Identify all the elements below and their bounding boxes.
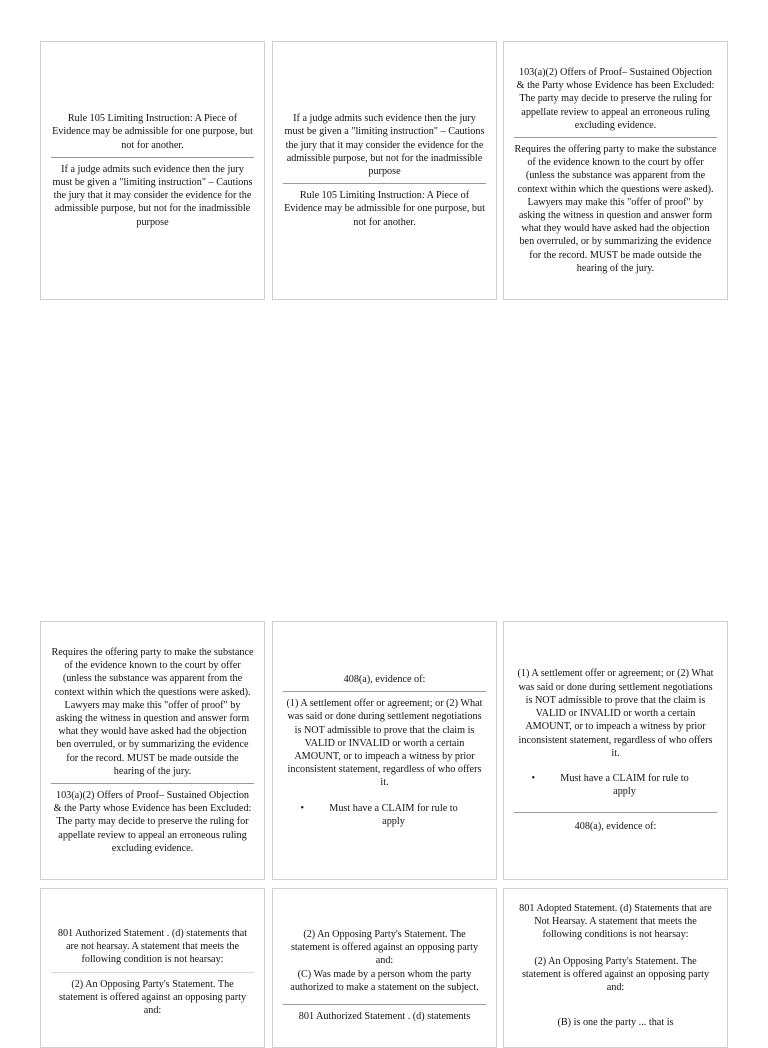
card-text-bottom: 801 Authorized Statement . (d) statements	[298, 1011, 471, 1023]
card-divider	[283, 183, 486, 184]
card-paragraph: (2) An Opposing Party's Statement. The statement is offered against an opposing party and:	[290, 929, 479, 967]
bullet-icon: •	[300, 802, 305, 814]
card-divider	[283, 691, 486, 692]
flashcard-offers-of-proof-front	[503, 41, 728, 300]
card-text-bottom: 408(a), evidence of:	[574, 821, 657, 833]
card-bullet	[514, 772, 717, 798]
bullet-text: Must have a CLAIM for rule to apply	[329, 802, 458, 827]
flashcard-rule105-front	[40, 41, 265, 300]
flashcard-offers-of-proof-back	[40, 621, 265, 880]
card-text-top: 103(a)(2) Offers of Proof– Sustained Objection & the Party whose Evidence has been Excluded: The party may decide to preserve the ruling for appellate review to appeal an erroneous ruling excluding evidence.	[516, 66, 715, 131]
card-text-top: Requires the offering party to make the substance of the evidence known to the court by offer (unless the substance was apparent from the context within which the questions were asked). Lawyers may make this "offer of proof" by asking the witness in question and answer form what they would have asked had the objection ben overruled, or by summarizing the evidence for the record. MUST be made outside the hearing of the jury.	[51, 646, 254, 777]
card-text-bottom: 103(a)(2) Offers of Proof– Sustained Objection & the Party whose Evidence has been Excluded: The party may decide to preserve the ruling for appellate review to appeal an erroneous ruling excluding evidence.	[53, 790, 252, 854]
card-text-top: Rule 105 Limiting Instruction: A Piece of Evidence may be admissible for one purpose, but not for another.	[52, 113, 253, 151]
card-paragraph: (C) Was made by a person whom the party authorized to make a statement on the subject.	[290, 968, 479, 993]
card-paragraph: (1) A settlement offer or agreement; or (2) What was said or done during settlement negotiations is NOT admissible to prove that the claim is VALID or INVALID or worth a certain AMOUNT, or to impeach a witness by prior inconsistent statement, regardless of who offers it.	[517, 668, 714, 759]
flashcard-rule408-front	[272, 621, 497, 880]
card-divider	[283, 1004, 486, 1005]
card-paragraph: 801 Adopted Statement. (d) Statements that are Not Hearsay. A statement that meets the following conditions is not hearsay:	[519, 903, 712, 941]
card-divider	[51, 972, 254, 973]
card-text-top	[514, 902, 717, 1029]
card-text-bottom	[283, 697, 486, 828]
card-divider	[514, 812, 717, 813]
card-text-bottom: Requires the offering party to make the substance of the evidence known to the court by offer (unless the substance was apparent from the context within which the questions were asked). Lawyers may make this "offer of proof" by asking the witness in question and answer form what they would have asked had the objection ben overruled, or by summarizing the evidence for the record. MUST be made outside the hearing of the jury.	[514, 143, 717, 274]
flashcard-rule408-back	[503, 621, 728, 880]
card-text-top: 801 Authorized Statement . (d) statements that are not hearsay. A statement that meets the following condition is not hearsay:	[57, 928, 248, 966]
card-paragraph: (1) A settlement offer or agreement; or (2) What was said or done during settlement negotiations is NOT admissible to prove that the claim is VALID or INVALID or worth a certain AMOUNT, or to impeach a witness by prior inconsistent statement, regardless of who offers it.	[286, 698, 483, 789]
flashcard-authorized-statement-front	[40, 888, 265, 1048]
card-text-top	[514, 667, 717, 798]
card-divider	[514, 137, 717, 138]
card-text-top: 408(a), evidence of:	[343, 673, 426, 685]
card-bullet	[283, 802, 486, 828]
card-text-top	[283, 928, 486, 994]
flashcard-rule105-back	[272, 41, 497, 300]
bullet-icon: •	[531, 772, 536, 784]
card-divider	[51, 783, 254, 784]
card-text-top: If a judge admits such evidence then the jury must be given a "limiting instruction" – Cautions the jury that it may consider the evidence for the admissible purpose, but not for the inadmissible purpose	[284, 113, 485, 177]
bullet-text: Must have a CLAIM for rule to apply	[560, 772, 689, 798]
flashcard-authorized-statement-back	[272, 888, 497, 1048]
card-divider	[51, 157, 254, 158]
card-text-bottom: Rule 105 Limiting Instruction: A Piece of Evidence may be admissible for one purpose, but not for another.	[284, 190, 485, 228]
flashcard-adopted-statement-front	[503, 888, 728, 1048]
card-paragraph: (2) An Opposing Party's Statement. The statement is offered against an opposing party and:	[521, 955, 710, 994]
card-text-bottom: If a judge admits such evidence then the jury must be given a "limiting instruction" – Cautions the jury that it may consider the evidence for the admissible purpose, but not for the inadmissible purpose	[52, 163, 253, 228]
card-paragraph: (B) is one the party ... that is	[557, 1017, 674, 1029]
card-text-bottom: (2) An Opposing Party's Statement. The statement is offered against an opposing party and:	[58, 978, 247, 1017]
